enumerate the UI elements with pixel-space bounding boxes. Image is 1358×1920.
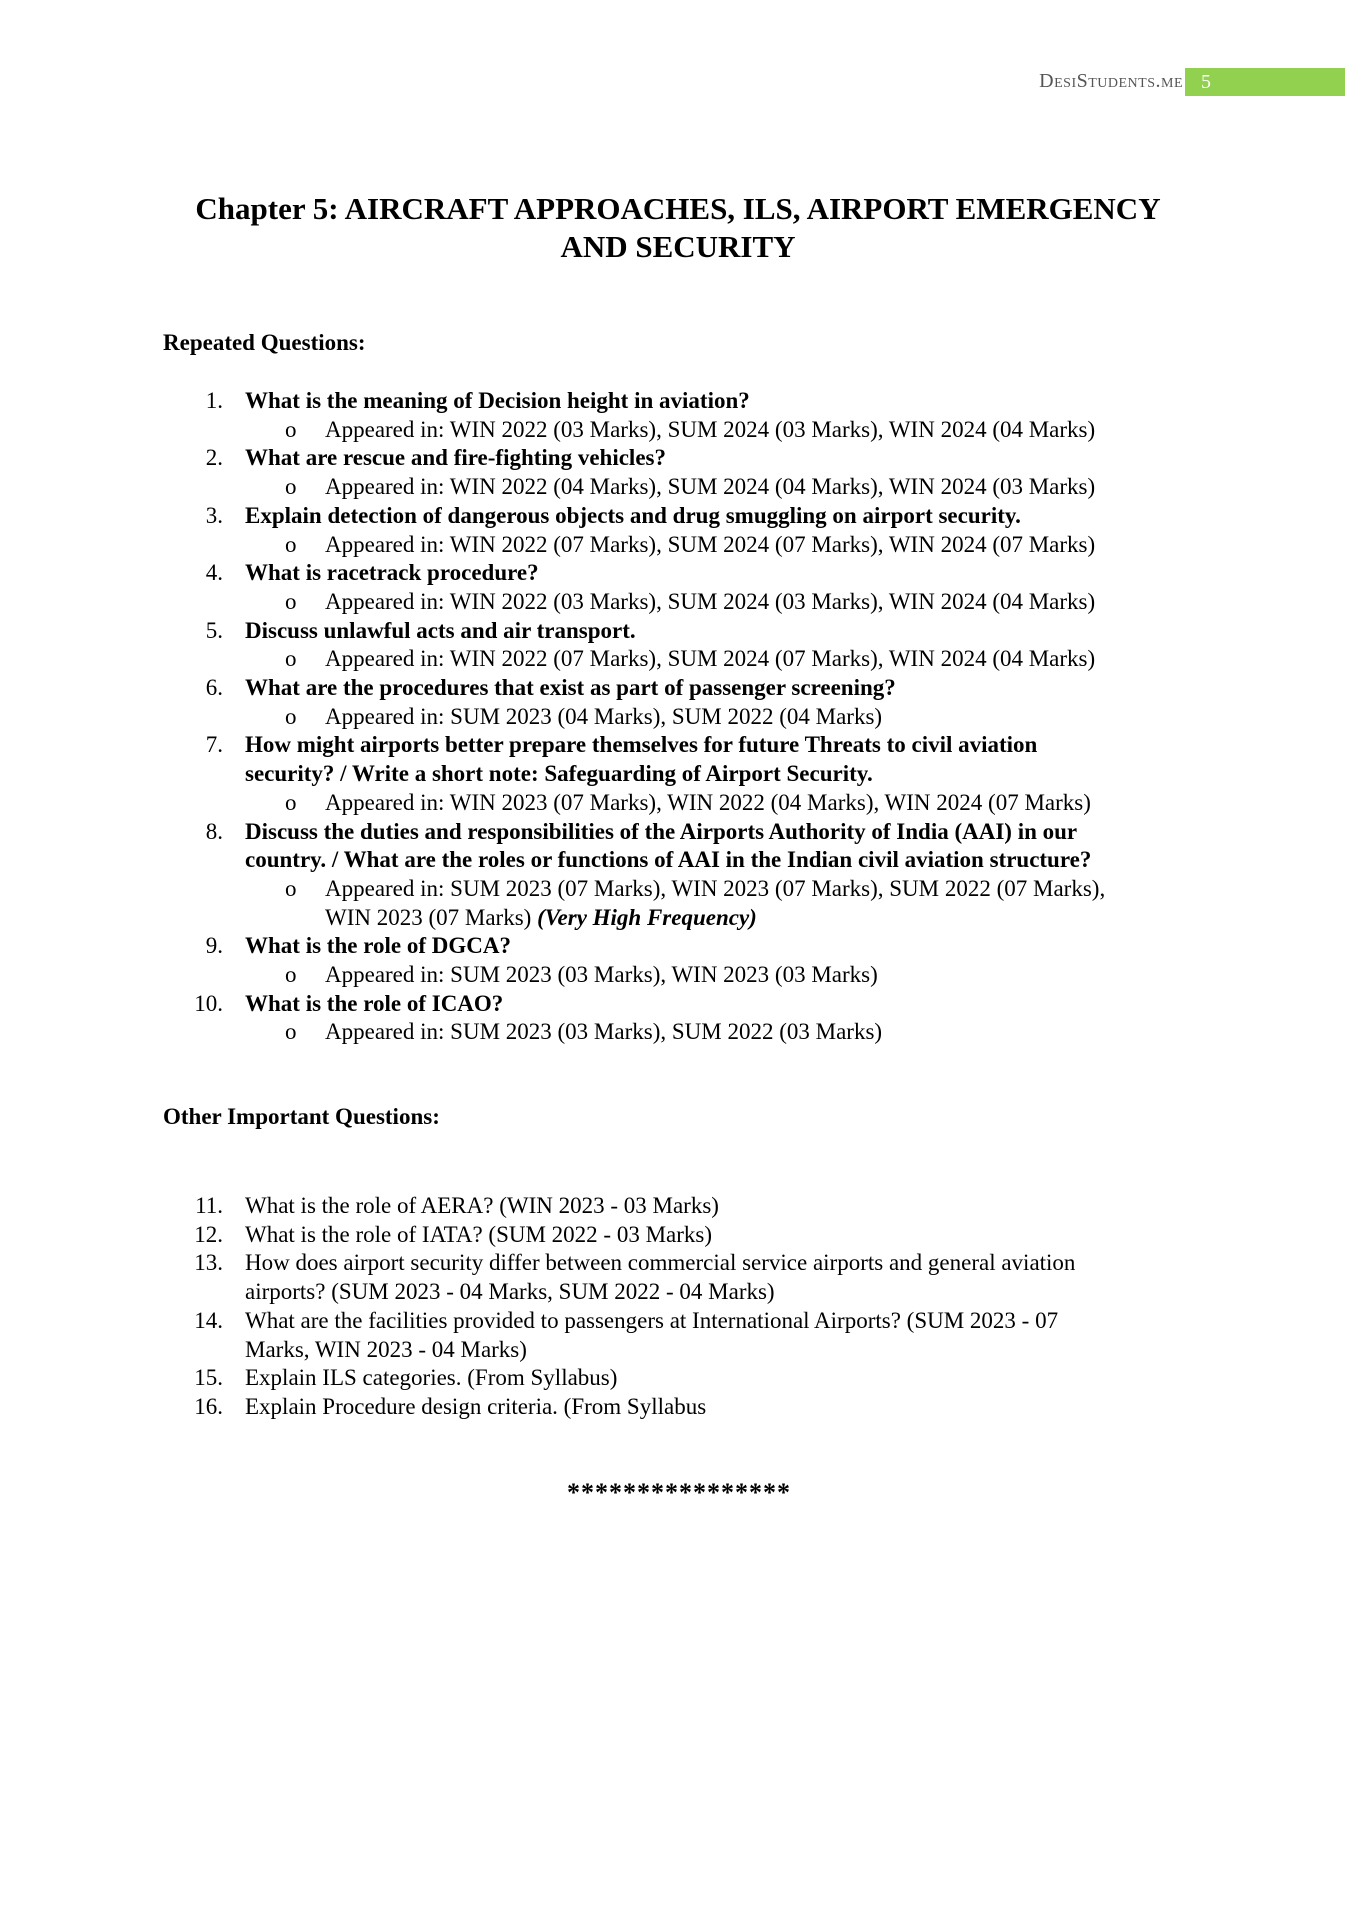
question-number: 5.	[205, 617, 223, 643]
question-text: Explain detection of dangerous objects and drug smuggling on airport security.	[245, 502, 1021, 528]
question-item	[163, 1364, 1163, 1393]
appeared-in-item	[163, 416, 1223, 445]
bullet-icon: o	[285, 1019, 297, 1045]
question-text: What is the role of DGCA?	[245, 933, 511, 959]
question-number: 13.	[194, 1250, 223, 1276]
appeared-in-text: Appeared in: WIN 2022 (07 Marks), SUM 2024 (07 Marks), WIN 2024 (07 Marks)	[325, 531, 1096, 557]
chapter-title-line-1: Chapter 5: AIRCRAFT APPROACHES, ILS, AIRPORT EMERGENCY	[195, 191, 1161, 226]
question-item	[163, 932, 1223, 961]
bullet-icon: o	[285, 588, 297, 614]
chapter-title	[163, 190, 1193, 266]
question-number: 16.	[194, 1393, 223, 1419]
appeared-in-text: Appeared in: SUM 2023 (03 Marks), SUM 2022 (03 Marks)	[325, 1019, 883, 1045]
bullet-icon: o	[285, 474, 297, 500]
site-name: DesiStudents.me	[1039, 70, 1183, 92]
question-number: 3.	[205, 502, 223, 528]
question-number: 6.	[205, 675, 223, 701]
frequency-note: (Very High Frequency)	[537, 904, 757, 930]
other-questions-list	[163, 1192, 1163, 1422]
question-number: 9.	[205, 933, 223, 959]
appeared-in-text-line-2: WIN 2023 (07 Marks)	[325, 904, 532, 930]
question-item	[163, 387, 1223, 416]
question-text: What are the procedures that exist as part of passenger screening?	[245, 675, 896, 701]
question-number: 8.	[205, 818, 223, 844]
appeared-in-item	[163, 473, 1223, 502]
repeated-questions-list	[163, 387, 1223, 1047]
bullet-icon: o	[285, 875, 297, 901]
question-text-line-1: What are the facilities provided to passengers at International Airports? (SUM 2023 - 07	[245, 1307, 1059, 1333]
bullet-icon: o	[285, 962, 297, 988]
page-number-badge	[1185, 68, 1345, 96]
question-item	[163, 1221, 1163, 1250]
bullet-icon: o	[285, 646, 297, 672]
bullet-icon: o	[285, 416, 297, 442]
appeared-in-item	[163, 703, 1223, 732]
appeared-in-text: Appeared in: WIN 2022 (04 Marks), SUM 2024 (04 Marks), WIN 2024 (03 Marks)	[325, 474, 1096, 500]
question-number: 4.	[205, 560, 223, 586]
question-item	[163, 617, 1223, 646]
question-text: What is the meaning of Decision height in aviation?	[245, 388, 750, 413]
question-item	[163, 1192, 1163, 1221]
appeared-in-text: Appeared in: WIN 2022 (07 Marks), SUM 2024 (07 Marks), WIN 2024 (04 Marks)	[325, 646, 1096, 672]
appeared-in-item	[163, 961, 1223, 990]
appeared-in-text: Appeared in: SUM 2023 (04 Marks), SUM 2022 (04 Marks)	[325, 703, 883, 729]
end-separator: ****************	[567, 1478, 791, 1507]
question-number: 15.	[194, 1365, 223, 1391]
question-text: What is the role of ICAO?	[245, 990, 504, 1016]
question-item	[163, 502, 1223, 531]
bullet-icon: o	[285, 789, 297, 815]
bullet-icon: o	[285, 703, 297, 729]
question-item	[163, 990, 1223, 1019]
question-text: What is the role of IATA? (SUM 2022 - 03 Marks)	[245, 1221, 713, 1247]
question-text: What are rescue and fire-fighting vehicles?	[245, 445, 666, 471]
appeared-in-item	[163, 588, 1223, 617]
question-text: What is the role of AERA? (WIN 2023 - 03 Marks)	[245, 1193, 719, 1218]
appeared-in-item	[163, 1018, 1223, 1047]
appeared-in-text: Appeared in: WIN 2022 (03 Marks), SUM 2024 (03 Marks), WIN 2024 (04 Marks)	[325, 588, 1096, 614]
question-number: 1.	[205, 388, 223, 413]
question-item	[163, 444, 1223, 473]
appeared-in-item	[163, 531, 1223, 560]
question-text-line-2: Marks, WIN 2023 - 04 Marks)	[245, 1336, 527, 1362]
repeated-questions-heading: Repeated Questions:	[163, 330, 366, 355]
question-number: 12.	[194, 1221, 223, 1247]
page-number: 5	[1201, 71, 1211, 93]
question-text-line-2: country. / What are the roles or functions of AAI in the Indian civil aviation structure?	[245, 847, 1092, 873]
appeared-in-text: Appeared in: WIN 2022 (03 Marks), SUM 2024 (03 Marks), WIN 2024 (04 Marks)	[325, 416, 1096, 442]
question-text: Explain ILS categories. (From Syllabus)	[245, 1365, 618, 1391]
question-text: Explain Procedure design criteria. (From Syllabus	[245, 1393, 707, 1419]
other-questions-heading: Other Important Questions:	[163, 1104, 440, 1129]
question-item	[163, 1249, 1163, 1306]
question-item	[163, 1307, 1163, 1364]
page-header	[0, 64, 1358, 100]
question-item	[163, 1393, 1163, 1422]
question-text-line-2: airports? (SUM 2023 - 04 Marks, SUM 2022 - 04 Marks)	[245, 1279, 775, 1305]
question-text: Discuss unlawful acts and air transport.	[245, 617, 636, 643]
question-text-line-1: Discuss the duties and responsibilities of the Airports Authority of India (AAI) in our	[245, 818, 1078, 844]
appeared-in-text-line-1: Appeared in: SUM 2023 (07 Marks), WIN 2023 (07 Marks), SUM 2022 (07 Marks),	[325, 875, 1106, 901]
question-number: 10.	[194, 990, 223, 1016]
question-text: What is racetrack procedure?	[245, 560, 539, 586]
question-text-line-1: How does airport security differ between commercial service airports and general aviation	[245, 1250, 1076, 1276]
appeared-in-item	[163, 645, 1223, 674]
question-number: 11.	[195, 1193, 223, 1218]
appeared-in-text: Appeared in: SUM 2023 (03 Marks), WIN 2023 (03 Marks)	[325, 962, 878, 988]
question-number: 2.	[205, 445, 223, 471]
question-text-line-1: How might airports better prepare themselves for future Threats to civil aviation	[245, 732, 1038, 758]
question-number: 14.	[194, 1307, 223, 1333]
question-item	[163, 559, 1223, 588]
chapter-title-line-2: AND SECURITY	[560, 229, 796, 264]
appeared-in-text: Appeared in: WIN 2023 (07 Marks), WIN 2022 (04 Marks), WIN 2024 (07 Marks)	[325, 789, 1091, 815]
question-number: 7.	[205, 732, 223, 758]
bullet-icon: o	[285, 531, 297, 557]
appeared-in-item	[163, 875, 1223, 932]
question-item	[163, 731, 1223, 788]
question-item	[163, 818, 1223, 875]
question-text-line-2: security? / Write a short note: Safeguarding of Airport Security.	[245, 761, 873, 787]
question-item	[163, 674, 1223, 703]
appeared-in-item	[163, 789, 1223, 818]
